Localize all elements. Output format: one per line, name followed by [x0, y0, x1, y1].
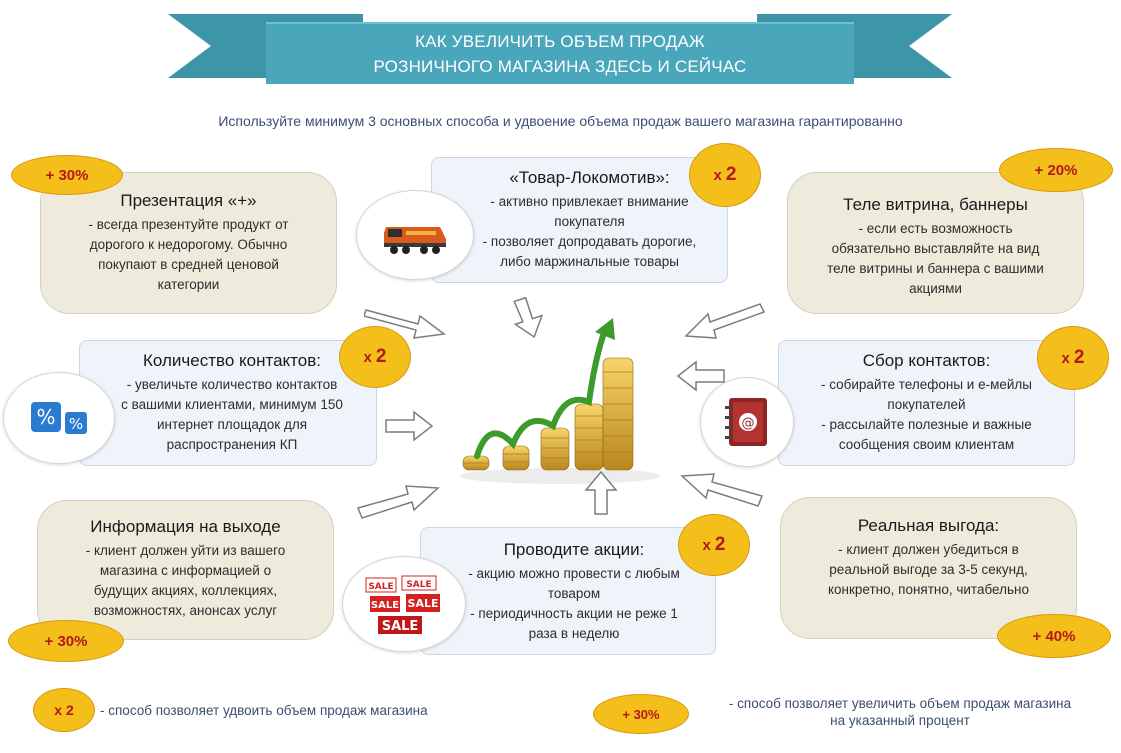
- badge-x: х: [713, 166, 722, 184]
- page-title: [266, 22, 854, 84]
- card-collect-contacts: [778, 340, 1075, 466]
- percent-badge: + 20%: [999, 148, 1113, 192]
- legend-double-text: - способ позволяет удвоить объем продаж магазина: [100, 703, 428, 718]
- badge-x: х: [1061, 349, 1070, 367]
- card-showcase: [787, 172, 1084, 314]
- legend-percent-line: - способ позволяет увеличить объем продаж магазина: [728, 696, 1072, 711]
- card-locomotive: [431, 157, 728, 283]
- double-badge: [1037, 326, 1109, 390]
- badge-value: 2: [1073, 347, 1085, 368]
- card-line: - позволяет допродавать дорогие,: [482, 234, 697, 249]
- card-line: - клиент должен убедиться в: [838, 542, 1019, 557]
- card-line: раза в неделю: [528, 626, 620, 641]
- card-line: реальной выгоде за 3-5 секунд,: [829, 562, 1028, 577]
- title-line-1: КАК УВЕЛИЧИТЬ ОБЪЕМ ПРОДАЖ: [415, 32, 705, 51]
- legend-double-badge: х 2: [33, 688, 95, 732]
- card-line: - акцию можно провести с любым: [468, 566, 680, 581]
- percent-badge: + 30%: [11, 155, 123, 195]
- svg-text:SALE: SALE: [368, 582, 394, 592]
- card-title: Теле витрина, баннеры: [843, 195, 1028, 214]
- arrow-icon: [584, 470, 618, 516]
- card-line: - периодичность акции не реже 1: [470, 606, 678, 621]
- svg-text:SALE: SALE: [381, 619, 419, 634]
- badge-value: 2: [714, 534, 726, 555]
- badge-value: 2: [375, 346, 387, 367]
- svg-text:@: @: [741, 416, 755, 431]
- card-title: Реальная выгода:: [857, 516, 1000, 535]
- legend-percent-badge: + 30%: [593, 694, 689, 734]
- svg-text:%: %: [68, 415, 84, 433]
- badge-x: х: [363, 348, 372, 366]
- arrow-icon: [676, 360, 726, 392]
- card-line: - собирайте телефоны и е-мейлы: [821, 377, 1032, 392]
- percent-badge: + 40%: [997, 614, 1111, 658]
- card-line: покупают в средней ценовой: [98, 257, 279, 272]
- card-line: дорогого к недорогому. Обычно: [89, 237, 288, 252]
- card-line: категории: [157, 277, 220, 292]
- double-badge: [678, 514, 750, 576]
- card-line: распространения КП: [166, 437, 298, 452]
- sale-tags-icon: [342, 556, 466, 652]
- svg-text:%: %: [36, 405, 56, 429]
- svg-text:SALE: SALE: [407, 597, 439, 610]
- card-line: - рассылайте полезные и важные: [821, 417, 1032, 432]
- svg-text:SALE: SALE: [370, 600, 400, 611]
- card-line: - клиент должен уйти из вашего: [85, 543, 286, 558]
- percent-icon: [3, 372, 115, 464]
- card-line: обязательно выставляйте на вид: [831, 241, 1040, 256]
- card-title: «Товар-Локомотив»:: [509, 168, 670, 187]
- card-promotions: [420, 527, 716, 655]
- card-line: - активно привлекает внимание: [490, 194, 689, 209]
- train-icon: [356, 190, 474, 280]
- header-ribbon: [168, 8, 952, 100]
- subtitle: Используйте минимум 3 основных способа и удвоение объема продаж вашего магазина гарантированно: [218, 113, 903, 129]
- card-line: сообщения своим клиентам: [838, 437, 1015, 452]
- card-title: Информация на выходе: [90, 517, 281, 536]
- card-line: - всегда презентуйте продукт от: [88, 217, 289, 232]
- coins-growth-icon: [455, 318, 665, 488]
- legend-percent-text: [700, 695, 1100, 729]
- arrow-icon: [680, 466, 764, 508]
- svg-text:SALE: SALE: [406, 580, 432, 590]
- card-line: с вашими клиентами, минимум 150: [121, 397, 343, 412]
- card-contacts-count: [79, 340, 377, 466]
- card-line: либо маржинальные товары: [500, 254, 679, 269]
- card-line: конкретно, понятно, читабельно: [827, 582, 1029, 597]
- card-title: Количество контактов:: [143, 351, 321, 370]
- card-line: будущих акциях, коллекциях,: [93, 583, 278, 598]
- card-line: покупателей: [887, 397, 966, 412]
- card-line: - увеличьте количество контактов: [126, 377, 338, 392]
- card-line: акциями: [909, 281, 962, 296]
- title-line-2: РОЗНИЧНОГО МАГАЗИНА ЗДЕСЬ И СЕЙЧАС: [373, 57, 747, 76]
- card-line: возможностях, анонсах услуг: [93, 603, 278, 618]
- arrow-icon: [356, 478, 440, 522]
- badge-value: 2: [725, 164, 737, 185]
- card-title: Презентация «+»: [120, 191, 257, 210]
- card-line: интернет площадок для: [156, 417, 308, 432]
- arrow-icon: [384, 410, 434, 442]
- percent-badge: + 30%: [8, 620, 124, 662]
- card-line: - если есть возможность: [858, 221, 1013, 236]
- arrow-icon: [364, 296, 446, 340]
- card-line: теле витрины и баннера с вашими: [827, 261, 1044, 276]
- arrow-icon: [512, 296, 546, 340]
- card-title: Сбор контактов:: [862, 351, 991, 370]
- badge-x: х: [702, 536, 711, 554]
- card-line: магазина с информацией о: [99, 563, 272, 578]
- card-title: Проводите акции:: [503, 540, 645, 559]
- card-line: товаром: [547, 586, 601, 601]
- double-badge: [689, 143, 761, 207]
- arrow-icon: [684, 300, 766, 346]
- card-line: покупателя: [554, 214, 625, 229]
- card-exit-info: [37, 500, 334, 640]
- legend-percent-line: на указанный процент: [830, 713, 970, 728]
